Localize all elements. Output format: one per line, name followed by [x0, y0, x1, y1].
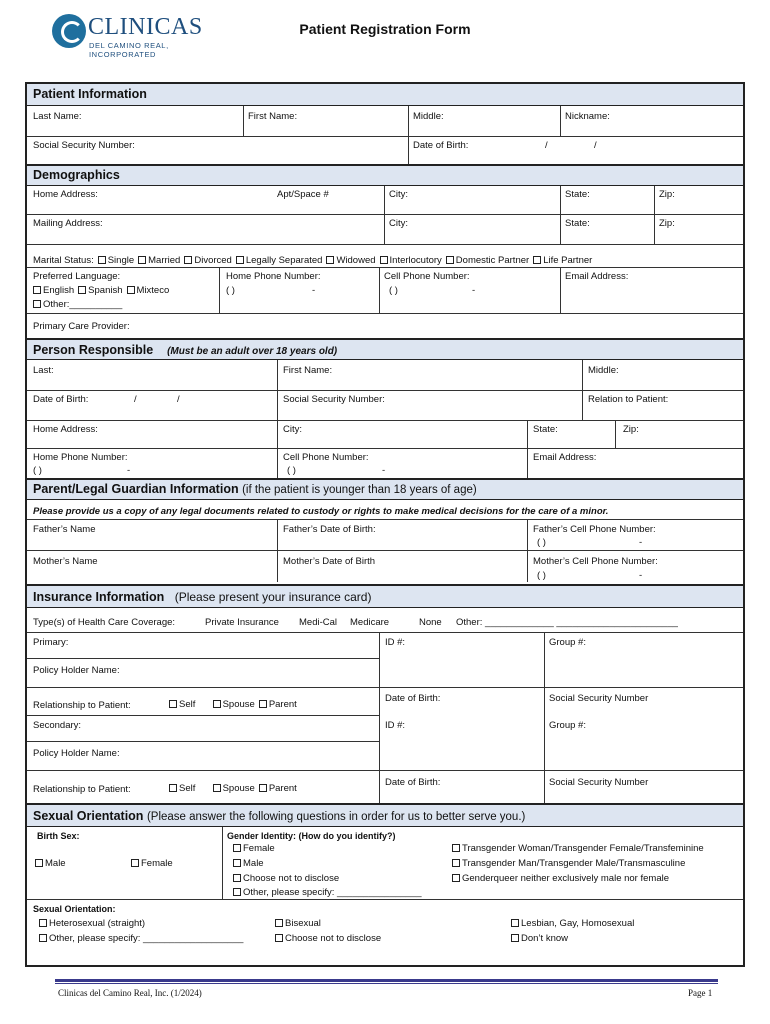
primary-holder-ssn-field[interactable]: Social Security Number — [549, 693, 649, 704]
section-title: Sexual Orientation — [33, 809, 144, 823]
last-name-field[interactable]: Last Name: — [33, 111, 82, 122]
state-field[interactable]: State: — [565, 189, 590, 200]
section-title: Person Responsible — [33, 343, 154, 357]
option-label: Spouse — [222, 783, 255, 794]
resp-city-field[interactable]: City: — [283, 424, 302, 435]
gender-male — [229, 858, 264, 869]
gender-choose-not — [229, 873, 339, 884]
option-label: Widowed — [336, 255, 376, 266]
primary-relationship-label: Relationship to Patient: — [33, 700, 131, 711]
gender-female — [229, 843, 275, 854]
pcp-field[interactable]: Primary Care Provider: — [33, 321, 130, 332]
option-label: Married — [148, 255, 181, 266]
option-label: Mixteco — [136, 285, 170, 296]
marital-label: Marital Status: — [33, 255, 94, 266]
secondary-id-field[interactable]: ID #: — [385, 720, 406, 731]
checkbox[interactable] — [39, 919, 47, 927]
option-label: Transgender Woman/Transgender Female/Transfeminine — [462, 843, 704, 854]
gender-transwoman — [448, 843, 704, 854]
marital-status-group — [33, 255, 592, 266]
checkbox[interactable] — [127, 286, 135, 294]
coverage-type-label: Type(s) of Health Care Coverage: — [33, 617, 176, 628]
phone-paren: ( ) — [389, 285, 398, 296]
checkbox[interactable] — [233, 888, 241, 896]
mother-name-field[interactable]: Mother’s Name — [33, 556, 98, 567]
gender-genderqueer — [448, 873, 669, 884]
option-label: Parent — [268, 699, 297, 710]
option-label: Self — [179, 783, 196, 794]
option-label: Male — [243, 858, 264, 869]
middle-name-field[interactable]: Middle: — [413, 111, 444, 122]
resp-ssn-field[interactable]: Social Security Number: — [283, 394, 385, 405]
resp-state-field[interactable]: State: — [533, 424, 558, 435]
section-title: Patient Information — [33, 87, 147, 101]
phone-paren: ( ) — [226, 285, 235, 296]
city-field[interactable]: City: — [389, 189, 408, 200]
secondary-relationship-options — [165, 783, 297, 794]
checkbox[interactable] — [39, 934, 47, 942]
checkbox[interactable] — [275, 934, 283, 942]
option-label: Bisexual — [285, 918, 321, 929]
section-note: (Please answer the following questions in order for us to better serve you.) — [146, 811, 526, 823]
checkbox[interactable] — [452, 859, 460, 867]
option-label: Choose not to disclose — [243, 873, 340, 884]
father-dob-field[interactable]: Father’s Date of Birth: — [283, 524, 376, 535]
resp-home-phone-field[interactable]: Home Phone Number: — [33, 452, 128, 463]
checkbox[interactable] — [138, 256, 146, 264]
option-label: Parent — [268, 783, 297, 794]
option-label: Legally Separated — [245, 255, 323, 266]
date-slash: / — [594, 140, 597, 151]
option-label: Choose not to disclose — [285, 933, 382, 944]
so-bisexual — [271, 918, 321, 929]
gender-identity-label: Gender Identity: (How do you identify?) — [227, 831, 396, 841]
mother-dob-field[interactable]: Mother’s Date of Birth — [283, 556, 376, 567]
option-label: Other:__________ — [43, 299, 123, 310]
checkbox[interactable] — [452, 844, 460, 852]
date-slash: / — [545, 140, 548, 151]
checkbox[interactable] — [533, 256, 541, 264]
so-dont-know — [507, 933, 568, 944]
option-label: Spouse — [222, 699, 255, 710]
section-guardian — [27, 478, 743, 500]
logo-name: CLINICAS — [88, 14, 203, 40]
option-label: Other, please specify: ___________________ — [49, 933, 244, 944]
primary-holder-field[interactable]: Policy Holder Name: — [33, 665, 120, 676]
option-label: Female — [141, 858, 173, 869]
section-sexual-orientation — [27, 803, 743, 827]
gender-other — [229, 887, 422, 898]
nickname-field[interactable]: Nickname: — [565, 111, 610, 122]
secondary-holder-ssn-field[interactable]: Social Security Number — [549, 777, 649, 788]
phone-paren: ( ) — [287, 465, 296, 476]
checkbox[interactable] — [169, 784, 177, 792]
resp-zip-field[interactable]: Zip: — [623, 424, 639, 435]
apt-space-field[interactable]: Apt/Space # — [277, 189, 329, 200]
resp-cell-phone-field[interactable]: Cell Phone Number: — [283, 452, 369, 463]
phone-paren: ( ) — [33, 465, 42, 476]
resp-last-field[interactable]: Last: — [33, 365, 54, 376]
option-label: Lesbian, Gay, Homosexual — [521, 918, 635, 929]
section-note: (Please present your insurance card) — [174, 590, 372, 604]
section-title: Demographics — [33, 168, 120, 182]
checkbox[interactable] — [33, 300, 41, 308]
secondary-holder-dob-field[interactable]: Date of Birth: — [385, 777, 441, 788]
checkbox[interactable] — [326, 256, 334, 264]
mailing-zip-field[interactable]: Zip: — [659, 218, 675, 229]
resp-home-address-field[interactable]: Home Address: — [33, 424, 98, 435]
phone-paren: ( ) — [537, 570, 546, 581]
checkbox[interactable] — [233, 844, 241, 852]
gender-transman — [448, 858, 685, 869]
father-cell-field[interactable]: Father’s Cell Phone Number: — [533, 524, 656, 535]
resp-dob-field[interactable]: Date of Birth: — [33, 394, 89, 405]
primary-insurance-field[interactable]: Primary: — [33, 637, 69, 648]
option-label: Interlocutory — [389, 255, 442, 266]
checkbox[interactable] — [213, 700, 221, 708]
zip-field[interactable]: Zip: — [659, 189, 675, 200]
checkbox[interactable] — [98, 256, 106, 264]
secondary-relationship-label: Relationship to Patient: — [33, 784, 131, 795]
so-other — [35, 933, 243, 944]
option-label: Spanish — [88, 285, 123, 296]
phone-dash: - — [312, 285, 316, 296]
mailing-state-field[interactable]: State: — [565, 218, 590, 229]
checkbox[interactable] — [213, 784, 221, 792]
coverage-medical[interactable]: Medi-Cal — [299, 617, 338, 628]
secondary-holder-field[interactable]: Policy Holder Name: — [33, 748, 120, 759]
checkbox[interactable] — [511, 919, 519, 927]
checkbox[interactable] — [259, 700, 267, 708]
section-demographics — [27, 164, 743, 186]
so-lgh — [507, 918, 634, 929]
mailing-address-field[interactable]: Mailing Address: — [33, 218, 103, 229]
section-note: (if the patient is younger than 18 years of age) — [242, 484, 477, 496]
checkbox[interactable] — [169, 700, 177, 708]
phone-paren: ( ) — [537, 537, 546, 548]
secondary-group-field[interactable]: Group #: — [549, 720, 586, 731]
cell-phone-field[interactable]: Cell Phone Number: — [384, 271, 470, 282]
phone-dash: - — [639, 570, 643, 581]
language-options — [29, 285, 169, 296]
coverage-private[interactable]: Private Insurance — [205, 617, 279, 628]
checkbox[interactable] — [78, 286, 86, 294]
option-label: English — [43, 285, 75, 296]
section-person-responsible — [27, 338, 743, 360]
checkbox[interactable] — [380, 256, 388, 264]
phone-dash: - — [382, 465, 386, 476]
checkbox[interactable] — [236, 256, 244, 264]
option-label: Transgender Man/Transgender Male/Transmasculine — [462, 858, 686, 869]
option-label: Other, please specify: ________________ — [243, 887, 422, 898]
footer-page: Page 1 — [688, 988, 713, 998]
resp-first-field[interactable]: First Name: — [283, 365, 333, 376]
option-label: Heterosexual (straight) — [49, 918, 146, 929]
checkbox[interactable] — [184, 256, 192, 264]
option-label: Female — [243, 843, 275, 854]
checkbox[interactable] — [511, 934, 519, 942]
option-label: Male — [45, 858, 66, 869]
footer-rule — [55, 979, 718, 982]
section-title: Parent/Legal Guardian Information — [33, 482, 239, 496]
secondary-insurance-field[interactable]: Secondary: — [33, 720, 82, 731]
option-label: Divorced — [194, 255, 232, 266]
option-label: Don’t know — [521, 933, 568, 944]
checkbox[interactable] — [233, 874, 241, 882]
option-label: Self — [179, 699, 196, 710]
option-label: Domestic Partner — [455, 255, 530, 266]
checkbox[interactable] — [233, 859, 241, 867]
language-other — [29, 299, 122, 310]
first-name-field[interactable]: First Name: — [248, 111, 298, 122]
coverage-medicare[interactable]: Medicare — [350, 617, 390, 628]
birth-sex-label: Birth Sex: — [37, 831, 80, 841]
logo-subtitle: DEL CAMINO REAL, INCORPORATED — [89, 41, 169, 59]
checkbox[interactable] — [131, 859, 139, 867]
footer-org: Clinicas del Camino Real, Inc. (1/2024) — [58, 988, 202, 998]
resp-email-field[interactable]: Email Address: — [533, 452, 597, 463]
checkbox[interactable] — [33, 286, 41, 294]
option-label: Life Partner — [543, 255, 593, 266]
mailing-city-field[interactable]: City: — [389, 218, 408, 229]
option-label: Single — [107, 255, 135, 266]
phone-dash: - — [127, 465, 131, 476]
birth-sex-female — [127, 858, 173, 869]
date-slash: / — [134, 394, 137, 405]
father-name-field[interactable]: Father’s Name — [33, 524, 96, 535]
section-patient-info — [27, 84, 743, 106]
so-hetero — [35, 918, 145, 929]
ssn-field[interactable]: Social Security Number: — [33, 140, 135, 151]
page-title: Patient Registration Form — [299, 21, 471, 37]
mother-cell-field[interactable]: Mother’s Cell Phone Number: — [533, 556, 658, 567]
phone-dash: - — [472, 285, 476, 296]
home-phone-field[interactable]: Home Phone Number: — [226, 271, 321, 282]
section-note: (Must be an adult over 18 years old) — [167, 346, 338, 357]
section-title: Insurance Information — [33, 590, 165, 604]
option-label: Genderqueer neither exclusively male nor female — [462, 873, 669, 884]
home-address-field[interactable]: Home Address: — [33, 189, 98, 200]
checkbox[interactable] — [446, 256, 454, 264]
checkbox[interactable] — [259, 784, 267, 792]
birth-sex-male — [31, 858, 66, 869]
preferred-language-label: Preferred Language: — [33, 271, 121, 282]
dob-field[interactable]: Date of Birth: — [413, 140, 469, 151]
primary-relationship-options — [165, 699, 297, 710]
guardian-instruction: Please provide us a copy of any legal documents related to custody or rights to make medical decisions for the care of a minor. — [33, 506, 609, 517]
email-field[interactable]: Email Address: — [565, 271, 629, 282]
so-choose-not — [271, 933, 381, 944]
primary-id-field[interactable]: ID #: — [385, 637, 406, 648]
phone-dash: - — [639, 537, 643, 548]
coverage-none[interactable]: None — [419, 617, 442, 628]
registration-form — [25, 82, 745, 967]
sexual-orientation-label: Sexual Orientation: — [33, 904, 116, 914]
resp-relation-field[interactable]: Relation to Patient: — [588, 394, 669, 405]
primary-holder-dob-field[interactable]: Date of Birth: — [385, 693, 441, 704]
resp-middle-field[interactable]: Middle: — [588, 365, 619, 376]
coverage-other[interactable]: Other: _____________ _______________________ — [456, 617, 678, 628]
date-slash: / — [177, 394, 180, 405]
footer-rule-thin — [55, 983, 718, 984]
primary-group-field[interactable]: Group #: — [549, 637, 586, 648]
checkbox[interactable] — [275, 919, 283, 927]
checkbox[interactable] — [35, 859, 43, 867]
section-insurance — [27, 584, 743, 608]
checkbox[interactable] — [452, 874, 460, 882]
